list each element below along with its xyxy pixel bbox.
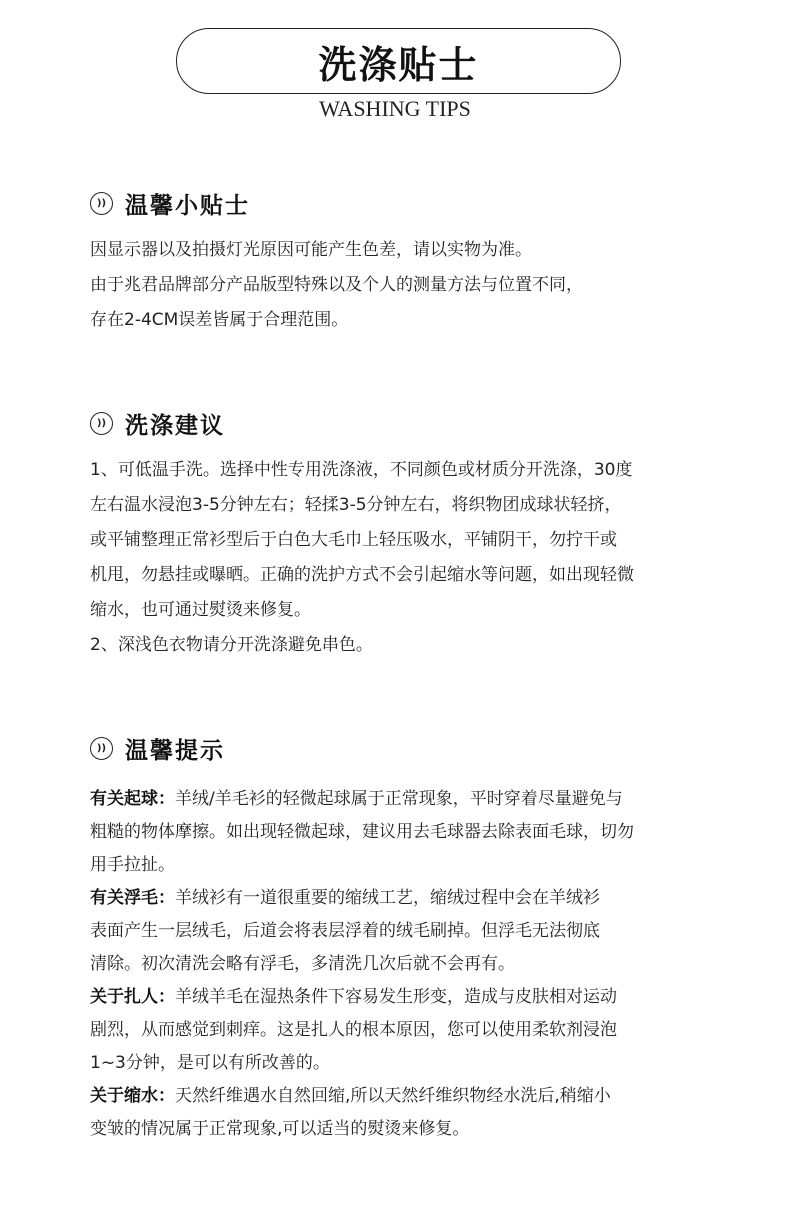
text-line: 用手拉扯。 xyxy=(90,855,175,875)
text-line: 由于兆君品牌部分产品版型特殊以及个人的测量方法与位置不同， xyxy=(90,275,583,295)
text-line: 存在2-4CM误差皆属于合理范围。 xyxy=(90,310,349,330)
text-line: 粗糙的物体摩擦。如出现轻微起球，建议用去毛球器去除表面毛球，切勿 xyxy=(90,822,634,842)
section-title: 温馨提示 xyxy=(125,737,225,764)
section-title: 温馨小贴士 xyxy=(125,192,250,219)
text-line: 清除。初次清洗会略有浮毛，多清洗几次后就不会再有。 xyxy=(90,954,515,974)
text-line: 羊绒/羊毛衫的轻微起球属于正常现象，平时穿着尽量避免与 xyxy=(175,789,623,809)
page-title: 洗涤贴士 xyxy=(318,42,479,87)
item-label: 有关起球： xyxy=(90,789,175,809)
text-line: 左右温水浸泡3-5分钟左右；轻揉3-5分钟左右，将织物团成球状轻挤， xyxy=(90,495,622,515)
text-line: 机甩，勿悬挂或曝晒。正确的洗护方式不会引起缩水等问题，如出现轻微 xyxy=(90,565,634,585)
text-line: 变皱的情况属于正常现象,可以适当的熨烫来修复。 xyxy=(90,1119,470,1139)
text-line: 表面产生一层绒毛，后道会将表层浮着的绒毛刷掉。但浮毛无法彻底 xyxy=(90,921,600,941)
item-label: 有关浮毛： xyxy=(90,888,175,908)
page-subtitle: WASHING TIPS xyxy=(319,96,471,121)
section-title: 洗涤建议 xyxy=(125,412,225,439)
text-line: 1、可低温手洗。选择中性专用洗涤液，不同颜色或材质分开洗涤，30度 xyxy=(90,460,633,480)
title-pill xyxy=(176,28,621,94)
sound-wave-icon: )) xyxy=(90,737,113,760)
sound-wave-icon: )) xyxy=(90,412,113,435)
text-line: 羊绒羊毛在湿热条件下容易发生形变，造成与皮肤相对运动 xyxy=(175,987,617,1007)
text-line: 因显示器以及拍摄灯光原因可能产生色差，请以实物为准。 xyxy=(90,240,532,260)
text-line: 羊绒衫有一道很重要的缩绒工艺，缩绒过程中会在羊绒衫 xyxy=(175,888,600,908)
section-washing-advice xyxy=(90,405,730,663)
item-label: 关于缩水： xyxy=(90,1086,175,1106)
text-line: 天然纤维遇水自然回缩,所以天然纤维织物经水洗后,稍缩小 xyxy=(175,1086,611,1106)
section-reminders xyxy=(90,730,730,1146)
sound-wave-icon: )) xyxy=(90,192,113,215)
section-tips xyxy=(90,185,730,338)
text-line: 1~3分钟，是可以有所改善的。 xyxy=(90,1053,330,1073)
item-label: 关于扎人： xyxy=(90,987,175,1007)
text-line: 缩水，也可通过熨烫来修复。 xyxy=(90,600,311,620)
text-line: 2、深浅色衣物请分开洗涤避免串色。 xyxy=(90,635,373,655)
text-line: 或平铺整理正常衫型后于白色大毛巾上轻压吸水，平铺阴干，勿拧干或 xyxy=(90,530,617,550)
text-line: 剧烈，从而感觉到刺痒。这是扎人的根本原因，您可以使用柔软剂浸泡 xyxy=(90,1020,617,1040)
